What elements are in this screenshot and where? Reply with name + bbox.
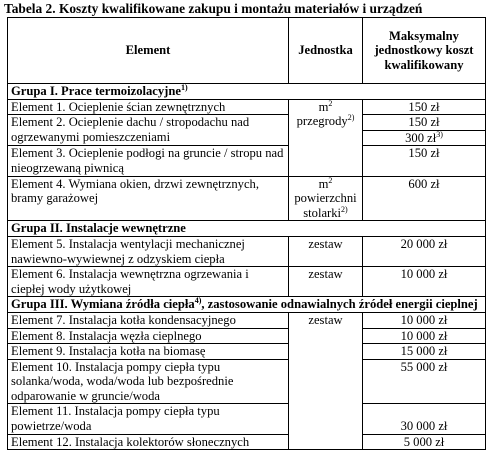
element-cell: Element 11. Instalacja pompy ciepła typu powietrze/woda <box>8 404 289 434</box>
group-2-title: Grupa II. Instalacje wewnętrzne <box>8 221 486 237</box>
table-row <box>8 434 486 450</box>
unit-cell: $m^2$ powierzchni stolarki$^{2)}$ <box>289 176 363 221</box>
group-row <box>8 297 486 313</box>
cost-cell: 10 000 zł <box>363 312 486 328</box>
cost-cell: 150 zł <box>363 99 486 115</box>
table-row <box>8 359 486 404</box>
table-row <box>8 176 486 221</box>
table-caption: Tabela 2. Koszty kwalifikowane zakupu i montażu materiałów i urządzeń <box>4 1 423 16</box>
table-row <box>8 312 486 328</box>
cost-cell: 15 000 zł <box>363 344 486 360</box>
header-element: Element <box>8 18 289 84</box>
cost-cell: 10 000 zł <box>363 328 486 344</box>
cost-cell: 30 000 zł <box>363 404 486 434</box>
header-row <box>8 18 486 84</box>
table-row <box>8 328 486 344</box>
group-row <box>8 84 486 100</box>
group-row <box>8 221 486 237</box>
cost-value-a: 150 zł <box>363 115 485 131</box>
cost-cell: 20 000 zł <box>363 236 486 266</box>
element-cell: Element 4. Wymiana okien, drzwi zewnętrznych, bramy garażowej <box>8 176 289 221</box>
element-cell: Element 8. Instalacja węzła cieplnego <box>8 328 289 344</box>
unit-cell: zestaw <box>289 236 363 266</box>
element-cell: Element 10. Instalacja pompy ciepła typu solanka/woda, woda/woda lub bezpośrednie odparowanie w gruncie/woda <box>8 359 289 404</box>
table-row <box>8 99 486 115</box>
header-unit: Jednostka <box>289 18 363 84</box>
group-1-title: Grupa I. Prace termoizolacyjne$^{1)}$ <box>8 84 486 100</box>
unit-cell: zestaw <box>289 267 363 297</box>
cost-table <box>7 17 486 450</box>
cost-cell: 5 000 zł <box>363 434 486 450</box>
element-cell: Element 1. Ocieplenie ścian zewnętrznych <box>8 99 289 115</box>
element-cell: Element 9. Instalacja kotła na biomasę <box>8 344 289 360</box>
group-3-title: Grupa III. Wymiana źródła ciepła$^{4)}$, zastosowanie odnawialnych źródeł energii cieplnej <box>8 297 486 313</box>
cost-value-b: 300 $zł^{3)}$ <box>405 129 443 145</box>
element-cell: Element 6. Instalacja wewnętrzna ogrzewania i ciepłej wody użytkowej <box>8 267 289 297</box>
table-row <box>8 344 486 360</box>
table-row <box>8 267 486 297</box>
cost-cell: 55 000 zł <box>363 359 486 404</box>
cost-cell: 150 zł <box>363 146 486 176</box>
cost-cell: 600 zł <box>363 176 486 221</box>
cost-cell: 10 000 zł <box>363 267 486 297</box>
table-row <box>8 146 486 176</box>
element-cell: Element 7. Instalacja kotła kondensacyjnego <box>8 312 289 328</box>
header-max-cost: Maksymalny jednostkowy koszt kwalifikowany <box>363 18 486 84</box>
element-cell: Element 5. Instalacja wentylacji mechanicznej nawiewno-wywiewnej z odzyskiem ciepła <box>8 236 289 266</box>
table-row <box>8 404 486 434</box>
element-cell: Element 3. Ocieplenie podłogi na gruncie / stropu nad nieogrzewaną piwnicą <box>8 146 289 176</box>
element-cell: Element 2. Ocieplenie dachu / stropodachu nad ogrzewanymi pomieszczeniami <box>8 115 289 146</box>
table-row <box>8 236 486 266</box>
table-row <box>8 115 486 146</box>
element-cell: Element 12. Instalacja kolektorów słonecznych <box>8 434 289 450</box>
unit-cell: $m^2$ przegrody$^{2)}$ <box>289 99 363 176</box>
unit-cell: zestaw <box>289 312 363 449</box>
cost-cell <box>363 115 486 146</box>
